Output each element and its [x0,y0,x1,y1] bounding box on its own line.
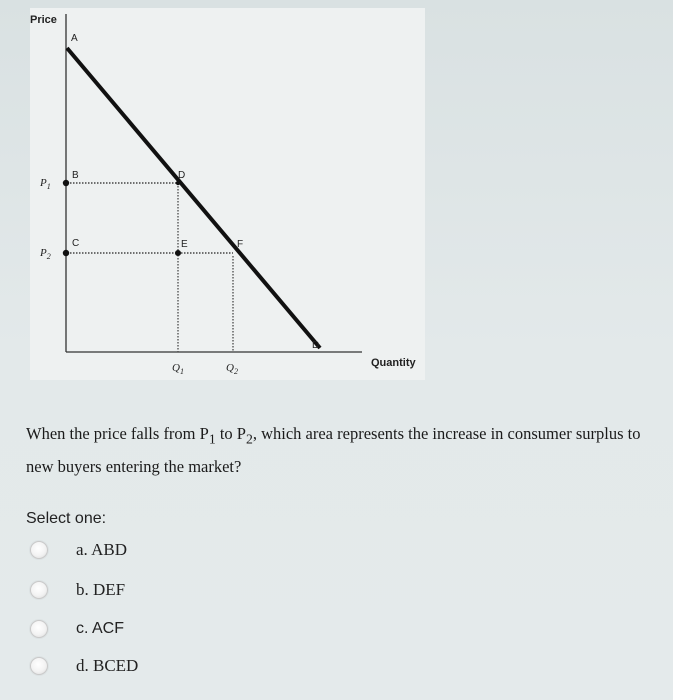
option-d-label: d. BCED [76,656,139,675]
label-f: F [237,239,244,250]
label-e: E [181,239,188,250]
point-b-dot [63,180,69,186]
option-a[interactable] [30,537,230,563]
curve-label-d: D [312,340,320,351]
label-c: C [72,238,80,249]
radio-option-c[interactable] [30,620,48,638]
option-c-label: c. ACF [76,620,125,637]
option-c[interactable] [30,616,230,642]
radio-option-b[interactable] [30,581,48,599]
label-b: B [72,170,79,181]
point-d-dot [176,181,180,185]
p2-label: $P_2$ [40,247,51,261]
option-b-label: b. DEF [76,580,126,599]
label-a: A [71,33,78,44]
point-c-dot [63,250,69,256]
select-one-label: Select one: [26,510,107,527]
question-text: When the price falls from $P_1$ to $P_2$, which area represents the increase in consumer surplus to new buyers entering the market? [26,424,641,477]
option-a-label: a. ABD [76,540,127,559]
y-axis-label: Price [30,14,57,26]
p1-label: $P_1$ [40,177,51,191]
q1-label: $Q_1$ [172,362,184,376]
option-d[interactable] [30,653,230,679]
radio-option-a[interactable] [30,541,48,559]
point-e-dot [175,250,181,256]
demand-curve [67,48,320,348]
option-b[interactable] [30,577,230,603]
q2-label: $Q_2$ [226,362,238,376]
radio-option-d[interactable] [30,657,48,675]
x-axis-label: Quantity [371,357,416,369]
label-d: D [178,170,186,181]
